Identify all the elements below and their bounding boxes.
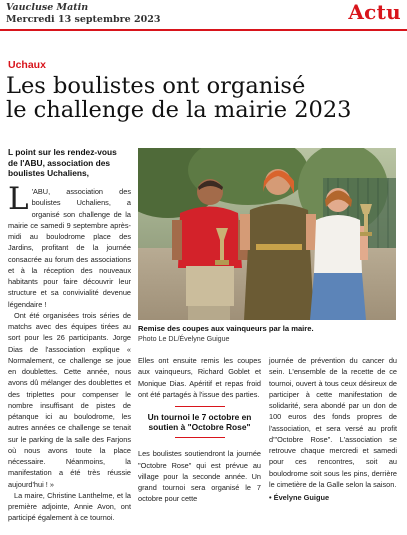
headline-line-2: le challenge de la mairie 2023 xyxy=(6,97,352,123)
article-subhead: Un tournoi le 7 octobre en soutien à "Octobre Rose" xyxy=(138,406,261,438)
article-photo xyxy=(138,148,396,320)
article-kicker: Uchaux xyxy=(8,59,46,71)
article-headline xyxy=(6,74,404,122)
issue-date: Mercredi 13 septembre 2023 xyxy=(6,14,161,25)
drop-cap: L xyxy=(8,181,29,217)
article-column-1 xyxy=(8,181,131,524)
paragraph: Ont été organisées trois séries de matchs avec des équipes tirées au sort pour les 26 participants. Jorge Dias de l'association explique « Normalement, ce challenge se joue en doublettes. Cette année, nous avons dû mélanger des doublettes et des triplettes pour compenser le nombre insuffisant de pistes de pétanque ici au boulodrome, les autres années ce challenge se tenait sur le parking de la salle des Farjons où nous avons toute la place nécessaire. Néanmoins, la manifestation a été très réussie aujourd'hui ! » xyxy=(8,310,131,489)
paragraph: Les boulistes soutiendront la journée "Octobre Rose" qui est prévue au village pour la seconde année. Un grand tournoi sera organisé le 7 octobre pour cette xyxy=(138,449,261,504)
paragraph-text: 'ABU, association des boulistes Uchaliens, a organisé son challenge de la mairie ce samedi 9 septembre après-midi au boulodrome place des Jardins, profitant de la journée consacrée au forum des associations et à la réception des nouveaux habitants pour faire découvrir leur structure et sa convivialité devenue légendaire ! xyxy=(8,187,131,309)
paragraph: Elles ont ensuite remis les coupes aux vainqueurs, Richard Goblet et Monique Dias. Apéritif et repas froid ont été partagés à l'issue des parties. xyxy=(138,356,261,399)
article-column-3 xyxy=(269,355,397,503)
paragraph: journée de prévention du cancer du sein. L'ensemble de la recette de ce tournoi, ouvert à tous ceux désireux de participer à cette manifestation de solidarité, sera abondé par un don de 100 euros des fonds propres de l'association, et sera versé au profit d'"Octobre Rose". L'association se retrouve chaque mercredi et samedi pour ces rencontres, soit au boulodrome soit sous les pins, derrière le cimetière de la Galle selon la saison. xyxy=(269,356,397,489)
paragraph xyxy=(8,181,131,310)
photo-credit: Photo Le DL/Évelyne Guigue xyxy=(138,335,230,343)
headline-line-1: Les boulistes ont organisé xyxy=(6,73,306,99)
publication-name: Vaucluse Matin xyxy=(6,2,89,13)
article-column-2 xyxy=(138,355,261,505)
paragraph: La maire, Christine Lanthelme, et la première adjointe, Annie Avon, ont participé également à ce tournoi. xyxy=(8,490,131,523)
section-label: Actu xyxy=(348,0,401,24)
article-lead: L point sur les rendez-vous de l'ABU, association des boulistes Uchaliens, xyxy=(8,147,117,179)
photo-caption: Remise des coupes aux vainqueurs par la maire. xyxy=(138,324,314,333)
header-rule xyxy=(0,29,407,31)
author-byline: • Évelyne Guigue xyxy=(269,493,330,502)
